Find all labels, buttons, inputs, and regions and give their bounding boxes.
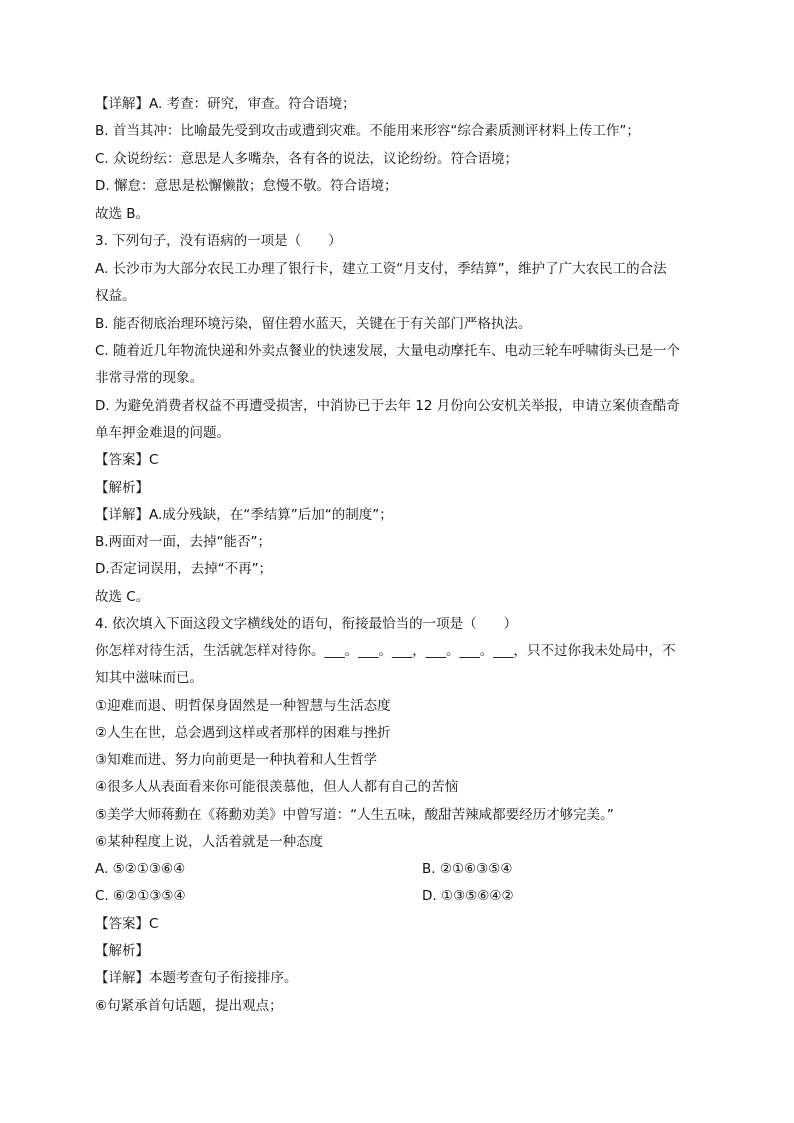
option-line: 非常寻常的现象。	[95, 370, 203, 386]
text-line: 【详解】本题考查句子衔接排序。	[95, 970, 298, 986]
sentence-item: ①迎难而退、明哲保身固然是一种智慧与生活态度	[95, 698, 391, 714]
text-line: 【详解】A. 考查：研究，审查。符合语境；	[95, 96, 356, 112]
answer-label: 【答案】C	[95, 452, 159, 468]
sentence-item: ④很多人从表面看来你可能很羡慕他，但人人都有自己的苦恼	[95, 779, 459, 795]
sentence-item: ⑤美学大师蒋勳在《蒋勳劝美》中曾写道：“人生五味，酸甜苦辣咸都要经历才够完美。”	[95, 807, 614, 823]
text-line: D. 懈怠：意思是松懈懒散；怠慢不敬。符合语境；	[95, 178, 398, 194]
text-line: 【详解】A.成分残缺，在“季结算”后加“的制度”；	[95, 507, 393, 523]
sentence-item: ②人生在世，总会遇到这样或者那样的困难与挫折	[95, 725, 391, 741]
question-4-stem: 4. 依次填入下面这段文字横线处的语句，衔接最恰当的一项是（ ）	[95, 616, 518, 632]
choice-d: D. ①③⑤⑥④②	[422, 888, 514, 904]
text-line: 故选 B。	[95, 206, 150, 222]
text-line: B.两面对一面，去掉“能否”；	[95, 534, 272, 550]
option-line: 权益。	[95, 288, 136, 304]
choice-b: B. ②①⑥③⑤④	[422, 861, 513, 877]
text-line: C. 众说纷纭：意思是人多嘴杂，各有各的说法，议论纷纷。符合语境；	[95, 151, 519, 167]
analysis-label: 【解析】	[95, 943, 149, 959]
option-line: B. 能否彻底治理环境污染，留住碧水蓝天，关键在于有关部门严格执法。	[95, 316, 532, 332]
choice-a: A. ⑤②①③⑥④	[95, 861, 186, 877]
text-line: 知其中滋味而已。	[95, 670, 203, 686]
option-line: D. 为避免消费者权益不再遭受损害，中消协已于去年 12 月份向公安机关举报，申请立案侦查酷奇	[95, 398, 680, 414]
sentence-item: ⑥某种程度上说，人活着就是一种态度	[95, 834, 324, 850]
sentence-item: ③知难而进、努力向前更是一种执着和人生哲学	[95, 752, 378, 768]
option-line: 单车押金难退的问题。	[95, 425, 230, 441]
analysis-label: 【解析】	[95, 480, 149, 496]
answer-label: 【答案】C	[95, 916, 159, 932]
question-3-stem: 3. 下列句子，没有语病的一项是（ ）	[95, 233, 342, 249]
text-line: B. 首当其冲：比喻最先受到攻击或遭到灾难。不能用来形容“综合素质测评材料上传工作”；	[95, 123, 640, 139]
text-line: ⑥句紧承首句话题，提出观点；	[95, 998, 283, 1014]
text-line: 故选 C。	[95, 589, 150, 605]
option-line: A. 长沙市为大部分农民工办理了银行卡，建立工资“月支付，季结算”，维护了广大农民工的合法	[95, 261, 667, 277]
text-line: D.否定词误用，去掉“不再”；	[95, 561, 273, 577]
choice-c: C. ⑥②①③⑤④	[95, 888, 186, 904]
option-line: C. 随着近几年物流快递和外卖点餐业的快速发展，大量电动摩托车、电动三轮车呼啸街头已是一个	[95, 343, 681, 359]
text-line: 你怎样对待生活，生活就怎样对待你。___。___。___，___。___。___，只不过你我未处局中，不	[95, 643, 676, 659]
